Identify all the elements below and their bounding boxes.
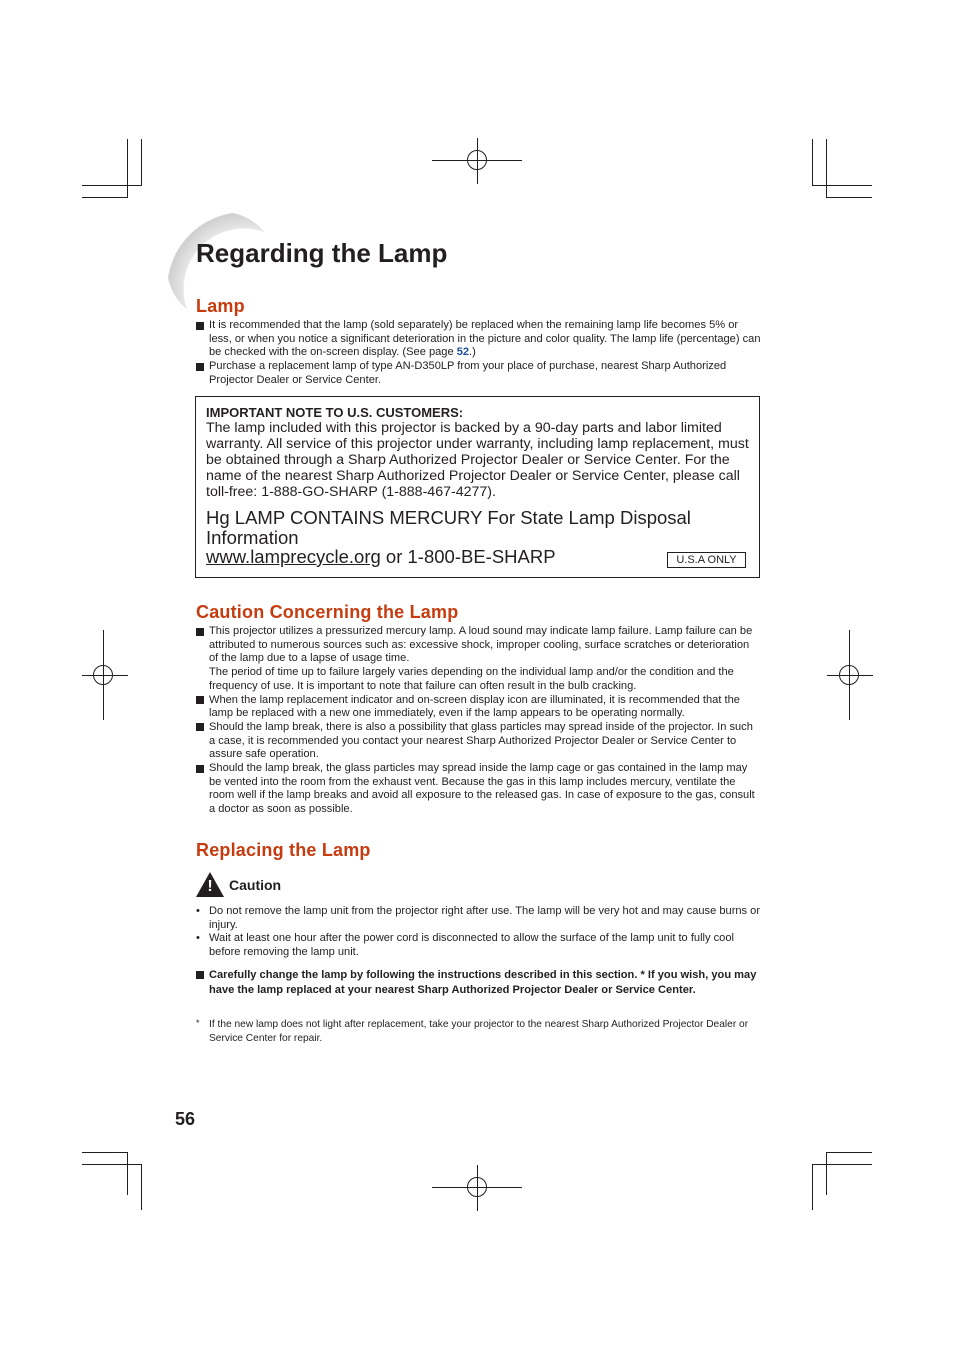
bullet-dot-icon: • [196,932,200,945]
note-body: The lamp included with this projector is backed by a 90-day parts and labor limited warranty. All service of this projector under warranty, including lamp replacement, must be obtained through a Sharp Authorized Projector Dealer or Service Center. For the name of the nearest Sharp Authorized Projector Dealer or Service Center, please call toll-free: 1-888-GO-SHARP (1-888-467-4277). [206,420,749,500]
section-heading-caution: Caution Concerning the Lamp [196,602,459,622]
page-title: Regarding the Lamp [196,238,448,268]
replacing-bullets [196,905,761,960]
square-bullet-icon [196,628,204,636]
list-item: Should the lamp break, there is also a possibility that glass particles may spread inside of the projector. In such a case, it is recommended you contact your nearest Sharp Authorized Projector Dealer or Service Center to assure safe operation. [196,721,761,762]
note-heading: IMPORTANT NOTE TO U.S. CUSTOMERS: [206,405,464,420]
list-item [196,968,761,997]
page-link[interactable]: 52 [456,346,470,359]
recycle-url-link[interactable]: www.lamprecycle.org [206,546,381,567]
section-heading-replacing: Replacing the Lamp [196,840,371,860]
region-badge: U.S.A ONLY [667,552,746,568]
footnote [196,1018,761,1045]
list-item: • Do not remove the lamp unit from the projector right after use. The lamp will be very hot and may cause burns or injury. [196,905,761,931]
recycle-info: www.lamprecycle.org or 1-800-BE-SHARP [206,546,556,567]
square-bullet-icon [196,723,204,731]
square-bullet-icon [196,363,204,371]
lamp-list [196,319,761,388]
square-bullet-icon [196,696,204,704]
list-item: When the lamp replacement indicator and on-screen display icon are illuminated, it is recommended that the lamp be replaced with a new one immediately, even if the lamp appears to be operating normally. [196,694,761,721]
page-number: 56 [175,1109,196,1129]
square-bullet-icon [196,322,204,330]
bold-note: Carefully change the lamp by following the instructions described in this section. * If you wish, you may have the lamp replaced at your nearest Sharp Authorized Projector Dealer or Service Center. [209,969,757,996]
list-item: Should the lamp break, the glass particles may spread inside the lamp cage or gas contained in the lamp may be vented into the room from the exhaust vent. Because the gas in this lamp includes mercury, ventilate the room well if the lamp breaks and avoid all exposure to the released gas. In case of exposure to the gas, consult a doctor as soon as possible. [196,762,761,817]
caution-label: Caution [229,877,282,893]
section-heading-lamp: Lamp [196,296,245,316]
caution-list [196,625,761,817]
list-item: It is recommended that the lamp (sold separately) be replaced when the remaining lamp life becomes 5% or less, or when you notice a significant deterioration in the picture and color quality. The lamp life (percentage) can be checked with the on-screen display. (See page 52.) [196,319,761,360]
list-item: * If the new lamp does not light after replacement, take your projector to the nearest Sharp Authorized Projector Dealer or Service Center for repair. [196,1018,749,1044]
replacing-note [196,968,761,997]
mercury-disposal-line: Hg LAMP CONTAINS MERCURY For State Lamp Disposal Information [206,507,691,548]
square-bullet-icon [196,971,204,979]
footnote-mark: * [196,1018,200,1028]
bullet-dot-icon: • [196,905,200,917]
list-item: This projector utilizes a pressurized mercury lamp. A loud sound may indicate lamp failure. Lamp failure can be attributed to numerous sources such as: excessive shock, improper cooling, surface scratches or deterioration of the lamp due to a lapse of usage time. The period of time up to failure largely varies depending on the individual lamp and/or the condition and the frequency of use. It is important to note that failure can often result in the bulb cracking. [196,625,761,694]
important-note-box [195,396,760,578]
square-bullet-icon [196,765,204,773]
list-item: • Wait at least one hour after the power cord is disconnected to allow the surface of the lamp unit to fully cool before removing the lamp unit. [196,932,734,959]
list-item: Purchase a replacement lamp of type AN-D350LP from your place of purchase, nearest Sharp Authorized Projector Dealer or Service Center. [196,360,761,387]
